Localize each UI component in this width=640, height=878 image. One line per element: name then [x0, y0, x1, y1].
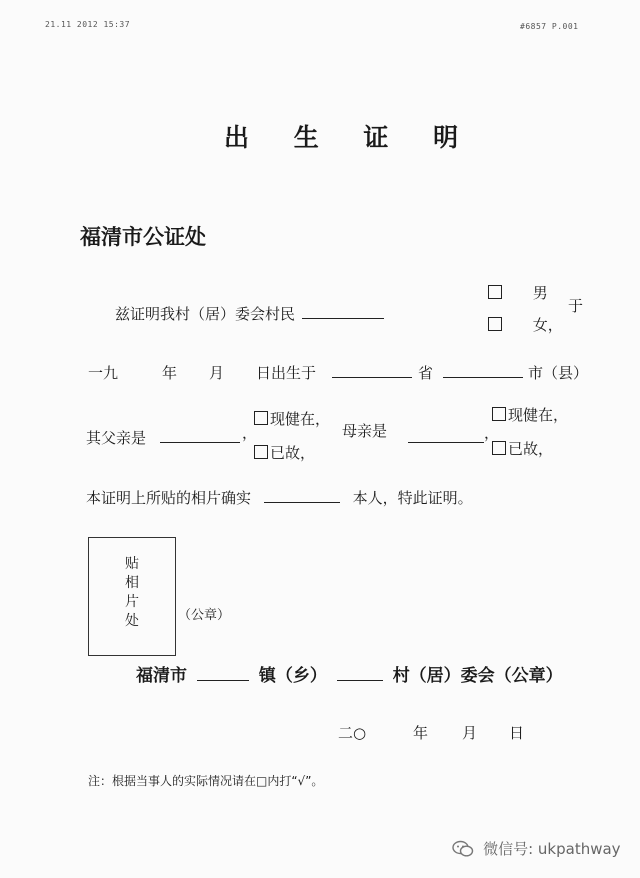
- province-label: 省: [418, 364, 434, 382]
- father-alive-option: [254, 408, 330, 429]
- father-alive-checkbox[interactable]: [254, 411, 268, 425]
- male-option: [488, 282, 548, 303]
- addressee: 福清市公证处: [80, 225, 206, 249]
- page-title: 出 生 证 明: [224, 123, 477, 152]
- photo-box-label: 贴 相 片 处: [125, 556, 139, 629]
- birth-year-label: 一九: [88, 364, 119, 382]
- mother-alive-option: [492, 404, 568, 425]
- mother-alive-label: 现健在，: [508, 406, 569, 424]
- villager-name-blank[interactable]: [302, 304, 384, 319]
- father-deceased-label: 已故，: [270, 444, 316, 462]
- birth-yue-label: 月: [209, 364, 225, 382]
- wechat-logo-icon: [452, 840, 474, 858]
- watermark-text: 微信号: ukpathway: [483, 840, 621, 858]
- photo-confirm-after: 本人，特此证明。: [352, 489, 473, 507]
- birth-ri-label: 日出生于: [256, 364, 317, 382]
- village-blank[interactable]: [337, 666, 383, 681]
- photo-confirm-before: 本证明上所贴的相片确实: [86, 489, 252, 507]
- date-day-label: 日: [509, 724, 525, 742]
- town-blank[interactable]: [197, 666, 249, 681]
- mother-comma: ，: [484, 424, 500, 442]
- mother-deceased-label: 已故，: [508, 440, 554, 458]
- father-deceased-option: [254, 442, 315, 463]
- photo-confirm-line: [86, 487, 473, 508]
- village-label: 村（居）委会（公章）: [392, 666, 563, 686]
- city-county-label: 市（县）: [528, 364, 589, 382]
- city-name: 福清市: [136, 666, 187, 686]
- footnote: 注：根据当事人的实际情况请在□内打“√”。: [88, 774, 324, 788]
- female-option: [488, 314, 563, 335]
- province-blank[interactable]: [332, 363, 412, 378]
- yu-label: 于: [568, 297, 584, 315]
- male-checkbox[interactable]: [488, 285, 502, 299]
- town-label: 镇（乡）: [258, 666, 327, 686]
- male-label: 男: [532, 284, 548, 302]
- father-comma: ，: [242, 424, 258, 442]
- mother-deceased-option: [492, 438, 553, 459]
- photo-person-blank[interactable]: [264, 488, 340, 503]
- birth-nian-label: 年: [162, 364, 178, 382]
- female-checkbox[interactable]: [488, 317, 502, 331]
- mother-deceased-checkbox[interactable]: [492, 441, 506, 455]
- seal-label-small: （公章）: [178, 608, 231, 623]
- mother-name-blank[interactable]: [408, 428, 484, 443]
- wechat-watermark: [452, 838, 621, 862]
- mother-alive-checkbox[interactable]: [492, 407, 506, 421]
- father-deceased-checkbox[interactable]: [254, 445, 268, 459]
- line1-text: [115, 303, 384, 324]
- fax-datetime: 21.11 2012 15:37: [45, 20, 131, 29]
- line1-label: 兹证明我村（居）委会村民: [115, 305, 296, 323]
- date-month-label: 月: [462, 724, 478, 742]
- photo-placeholder-box[interactable]: [88, 537, 176, 656]
- village-seal-line: [136, 661, 563, 686]
- father-name-blank[interactable]: [160, 428, 240, 443]
- father-label: 其父亲是: [86, 429, 147, 447]
- date-year-label: 年: [413, 724, 429, 742]
- fax-page-ref: #6857 P.001: [520, 22, 579, 31]
- female-label: 女，: [532, 316, 563, 334]
- mother-label: 母亲是: [342, 422, 388, 440]
- city-blank[interactable]: [443, 363, 523, 378]
- father-alive-label: 现健在，: [270, 410, 331, 428]
- date-two-zero: 二○: [338, 724, 367, 742]
